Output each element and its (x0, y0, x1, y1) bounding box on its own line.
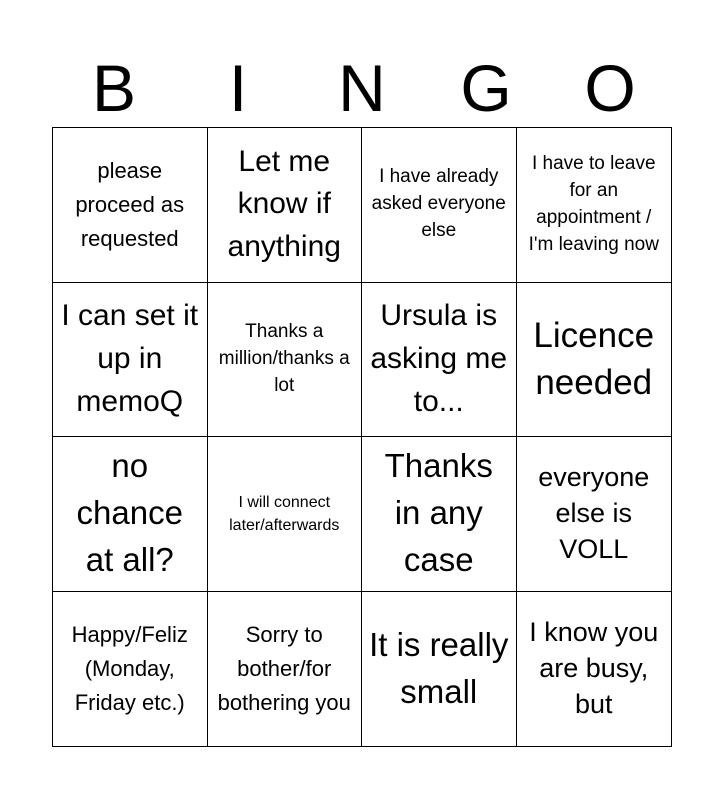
cell-label: please proceed as requested (75, 157, 185, 251)
bingo-cell[interactable] (362, 128, 517, 283)
cell-label: I have to leave for an appointment / I'm leaving now (528, 152, 659, 255)
header-letter-b: B (91, 51, 137, 125)
cell-label: Sorry to bother/for bothering you (217, 621, 351, 715)
bingo-cell[interactable] (362, 592, 517, 747)
cell-label: Thanks a million/thanks a lot (218, 320, 350, 396)
header-letter-g: G (460, 51, 512, 125)
bingo-header (52, 50, 672, 126)
bingo-cell[interactable] (362, 283, 517, 438)
bingo-cell[interactable] (208, 437, 363, 592)
bingo-cell[interactable] (53, 128, 208, 283)
cell-label: Licence needed (533, 316, 655, 403)
bingo-cell[interactable] (517, 592, 672, 747)
cell-label: I have already asked everyone else (371, 166, 506, 242)
bingo-cell[interactable] (53, 283, 208, 438)
bingo-board (52, 127, 672, 747)
header-letter-o: O (584, 51, 636, 125)
bingo-cell[interactable] (517, 283, 672, 438)
cell-label: Let me know if anything (227, 144, 341, 264)
bingo-cell[interactable] (517, 128, 672, 283)
bingo-cell[interactable] (53, 592, 208, 747)
cell-label: no chance at all? (76, 447, 183, 579)
bingo-cell[interactable] (208, 592, 363, 747)
header-letter-n: N (338, 51, 386, 125)
cell-label: Happy/Feliz (Monday, Friday etc.) (71, 621, 188, 715)
cell-label: I will connect later/afterwards (229, 493, 340, 534)
bingo-cell[interactable] (53, 437, 208, 592)
cell-label: Thanks in any case (384, 447, 493, 579)
bingo-cell[interactable] (362, 437, 517, 592)
cell-label: Ursula is asking me to... (370, 299, 508, 418)
bingo-cell[interactable] (517, 437, 672, 592)
bingo-cell[interactable] (208, 128, 363, 283)
cell-label: I can set it up in memoQ (61, 299, 199, 418)
bingo-cell[interactable] (208, 283, 363, 438)
header-letter-i: I (228, 51, 248, 125)
cell-label: It is really small (369, 625, 509, 710)
cell-label: I know you are busy, but (529, 617, 659, 719)
cell-label: everyone else is VOLL (538, 462, 650, 564)
